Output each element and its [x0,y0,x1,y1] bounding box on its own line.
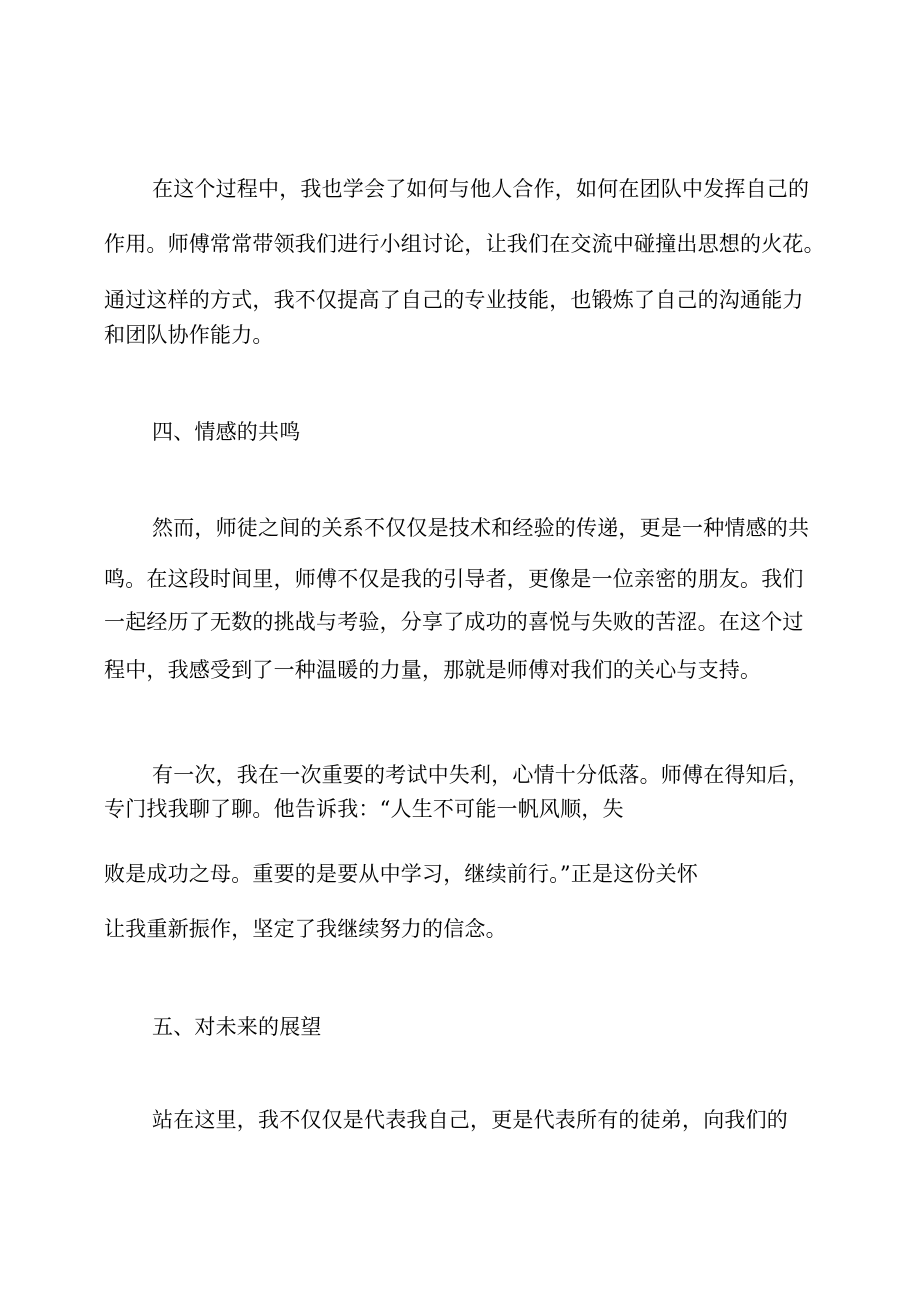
text-line: 作用。师傅常常带领我们进行小组讨论，让我们在交流中碰撞出思想的火花。 [104,232,825,256]
text-line: 有一次，我在一次重要的考试中失利，心情十分低落。师傅在得知后， [152,763,810,787]
text-line: 专门找我聊了聊。他告诉我：“人生不可能一帆风顺，失 [104,797,624,821]
text-line: 通过这样的方式，我不仅提高了自己的专业技能，也锻炼了自己的沟通能力 [104,288,804,312]
text-line: 然而，师徒之间的关系不仅仅是技术和经验的传递，更是一种情感的共 [152,516,810,540]
text-line: 站在这里，我不仅仅是代表我自己，更是代表所有的徒弟，向我们的 [152,1108,788,1132]
section-heading: 五、对未来的展望 [152,1015,322,1039]
text-line: 在这个过程中，我也学会了如何与他人合作，如何在团队中发挥自己的 [152,177,810,201]
text-line: 让我重新振作，坚定了我继续努力的信念。 [104,917,507,941]
text-line: 程中，我感受到了一种温暖的力量，那就是师傅对我们的关心与支持。 [104,658,762,682]
text-line: 一起经历了无数的挑战与考验，分享了成功的喜悦与失败的苦涩。在这个过 [104,610,804,634]
text-line: 和团队协作能力。 [104,323,274,347]
section-heading: 四、情感的共鸣 [152,420,301,444]
text-line: 败是成功之母。重要的是要从中学习，继续前行。”正是这份关怀 [104,862,699,886]
text-line: 鸣。在这段时间里，师傅不仅是我的引导者，更像是一位亲密的朋友。我们 [104,567,804,591]
